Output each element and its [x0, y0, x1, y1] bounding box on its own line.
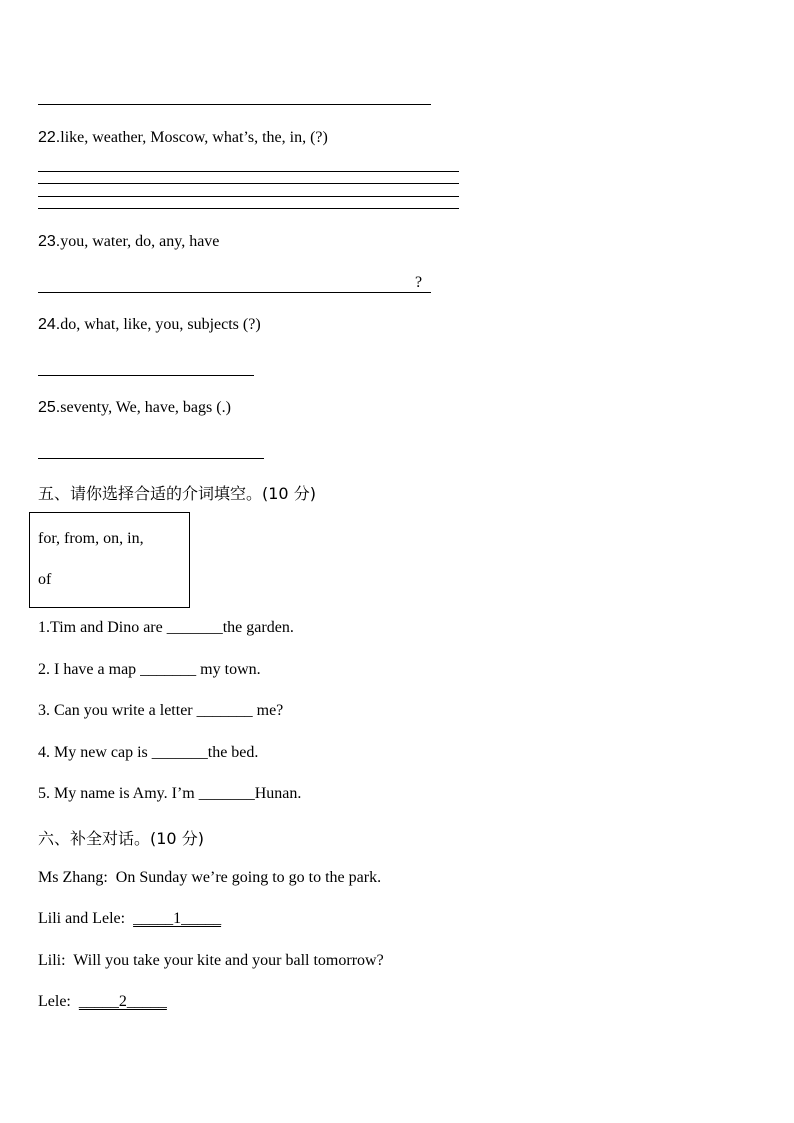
dialogue-line-1 [38, 869, 381, 887]
question-24 [38, 316, 261, 334]
answer-line-24 [38, 375, 254, 376]
section-5-heading: 五、请你选择合适的介词填空。(10 分) [38, 484, 316, 503]
dialogue-line-3 [38, 952, 384, 970]
utterance: On Sunday we’re going to go to the park. [115, 869, 382, 886]
answer-line-22a [38, 171, 459, 172]
answer-line-22b [38, 183, 459, 184]
speaker: Lili: [38, 952, 66, 969]
question-words: seventy, We, have, bags (.) [60, 399, 231, 416]
answer-line-25 [38, 458, 264, 459]
fill-item-4: 4. My new cap is _______the bed. [38, 744, 259, 761]
answer-blank-1: _____1_____ [133, 910, 222, 927]
answer-blank-2: _____2_____ [78, 993, 167, 1010]
dialogue-line-2 [38, 910, 221, 928]
fill-item-2: 2. I have a map _______ my town. [38, 661, 261, 678]
section-6-heading: 六、补全对话。(10 分) [38, 829, 204, 848]
word-box-line-1: for, from, on, in, [38, 530, 144, 547]
fill-item-5: 5. My name is Amy. I’m _______Hunan. [38, 785, 302, 802]
question-number: 24. [38, 316, 61, 333]
question-22 [38, 129, 328, 147]
question-25 [38, 399, 231, 417]
speaker: Lili and Lele: [38, 910, 126, 927]
word-box [29, 512, 190, 608]
question-words: do, what, like, you, subjects (?) [60, 316, 261, 333]
question-number: 22. [38, 129, 61, 146]
answer-line-22c [38, 196, 459, 197]
question-number: 23. [38, 233, 61, 250]
dialogue-line-4 [38, 993, 167, 1011]
speaker: Ms Zhang: [38, 869, 108, 886]
question-words: you, water, do, any, have [60, 233, 220, 250]
utterance: Will you take your kite and your ball tomorrow? [73, 952, 384, 969]
fill-item-1: 1.Tim and Dino are _______the garden. [38, 619, 294, 636]
answer-line-22d [38, 208, 459, 209]
question-23 [38, 233, 219, 251]
question-mark: ? [415, 274, 423, 291]
word-box-line-2: of [38, 571, 52, 588]
answer-line-21 [38, 104, 431, 105]
fill-item-3: 3. Can you write a letter _______ me? [38, 702, 284, 719]
speaker: Lele: [38, 993, 71, 1010]
question-words: like, weather, Moscow, what’s, the, in, (?) [60, 129, 328, 146]
question-number: 25. [38, 399, 61, 416]
answer-line-23 [38, 292, 431, 293]
